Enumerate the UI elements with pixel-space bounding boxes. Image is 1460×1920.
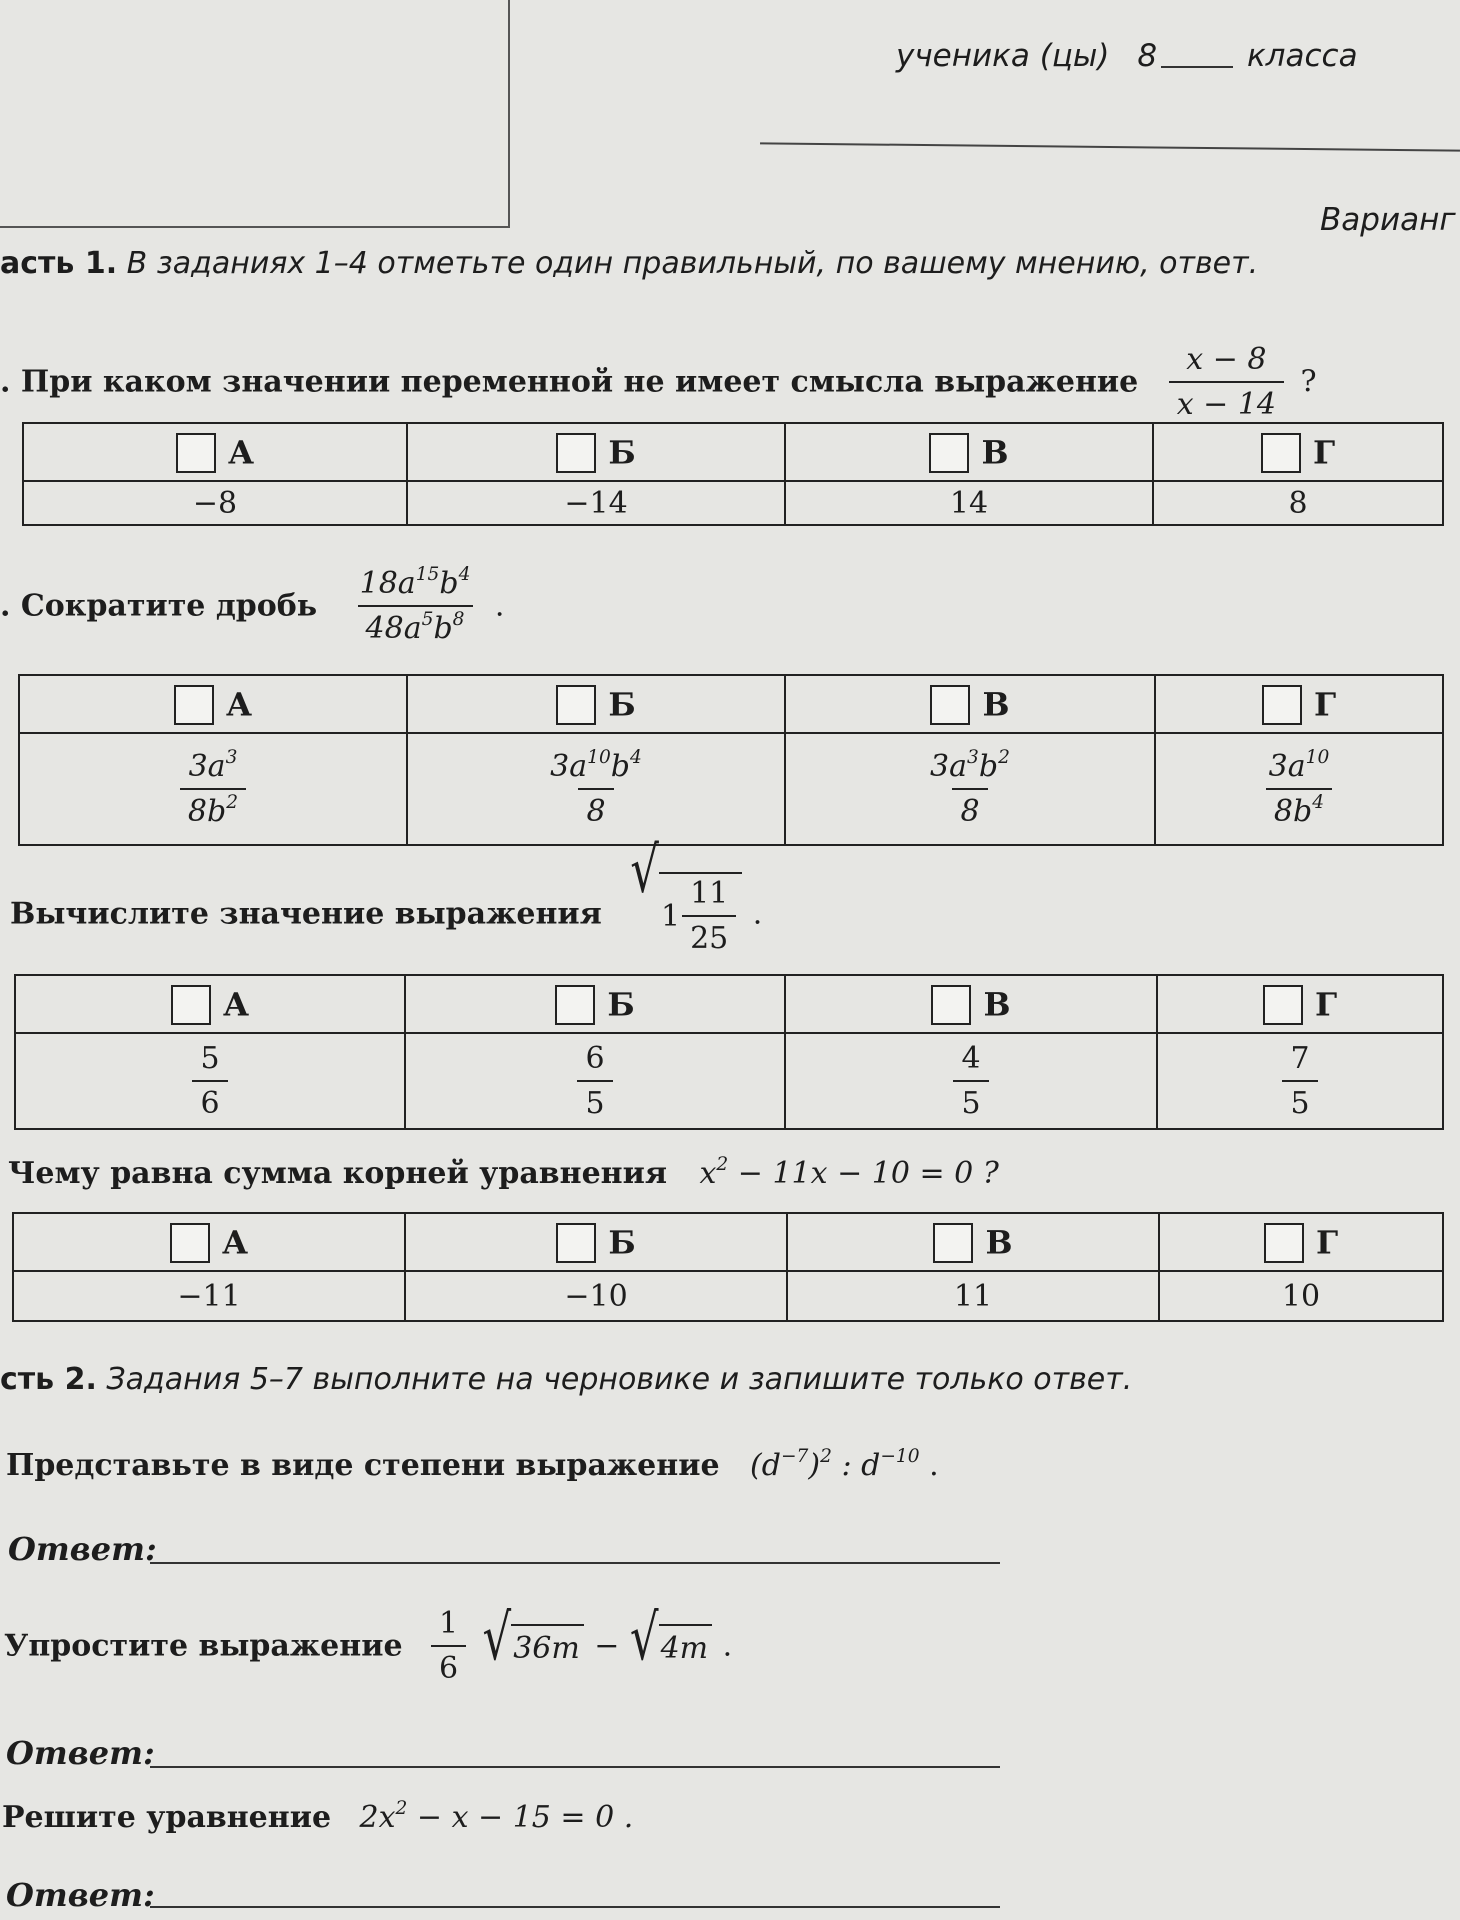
- q3-option-header[interactable]: [405, 975, 785, 1033]
- q6-answer-line[interactable]: [150, 1764, 1000, 1768]
- q1-option-value: 8: [1153, 481, 1443, 525]
- q4-option-value: −11: [13, 1271, 405, 1321]
- option-letter: А: [225, 685, 253, 724]
- q2-numerator: $18a^{15}b^4$: [359, 563, 471, 601]
- question-5: [6, 1445, 939, 1483]
- q3-option-header[interactable]: [15, 975, 405, 1033]
- stamp-box: [0, 0, 510, 228]
- q1-text: . При каком значении переменной не имеет смысла выражение: [0, 364, 1139, 400]
- q5-suffix: .: [929, 1448, 939, 1483]
- checkbox-icon[interactable]: [1264, 1223, 1304, 1263]
- q2-fraction: [352, 563, 479, 646]
- option-letter: В: [985, 1223, 1013, 1262]
- checkbox-icon[interactable]: [1263, 985, 1303, 1025]
- question-7: [2, 1797, 634, 1835]
- checkbox-icon[interactable]: [556, 685, 596, 725]
- q3-option-value: [15, 1033, 405, 1129]
- option-letter: Г: [1313, 685, 1337, 724]
- q1-answer-table: [22, 422, 1444, 526]
- checkbox-icon[interactable]: [933, 1223, 973, 1263]
- q3-option-value: [405, 1033, 785, 1129]
- checkbox-icon[interactable]: [930, 685, 970, 725]
- option-letter: В: [982, 685, 1010, 724]
- question-2: [0, 563, 505, 646]
- q2-option-value: [785, 733, 1155, 845]
- checkbox-icon[interactable]: [171, 985, 211, 1025]
- q3-option-fraction: $\frac{7}{5}$: [1282, 1041, 1317, 1121]
- q2-option-value: [19, 733, 407, 845]
- checkbox-icon[interactable]: [556, 433, 596, 473]
- q3-option-fraction: $\frac{6}{5}$: [577, 1041, 612, 1121]
- q4-option-header[interactable]: [405, 1213, 787, 1271]
- q3-numerator: 11: [690, 876, 729, 911]
- q4-equation: $x^2 - 11x - 10 = 0$ ?: [699, 1153, 999, 1191]
- option-letter: А: [222, 985, 250, 1024]
- q2-option-header[interactable]: [1155, 675, 1443, 733]
- q3-option-header[interactable]: [1157, 975, 1443, 1033]
- q4-option-header[interactable]: [787, 1213, 1159, 1271]
- q2-option-value: [1155, 733, 1443, 845]
- q6-coef-den: 6: [431, 1645, 466, 1686]
- q7-answer-line[interactable]: [150, 1904, 1000, 1908]
- q6-minus: −: [594, 1628, 620, 1664]
- q1-option-value: 14: [785, 481, 1153, 525]
- q4-answer-table: [12, 1212, 1444, 1322]
- student-prefix: ученика (цы): [896, 38, 1110, 74]
- q1-option-header[interactable]: [1153, 423, 1443, 481]
- question-1: [0, 342, 1317, 422]
- q1-option-value: −14: [407, 481, 785, 525]
- variant-label: Варианг: [1320, 202, 1456, 238]
- option-letter: В: [981, 433, 1009, 472]
- question-4: [8, 1153, 999, 1191]
- option-letter: А: [221, 1223, 249, 1262]
- q2-text: . Сократите дробь: [0, 588, 318, 624]
- checkbox-icon[interactable]: [929, 433, 969, 473]
- q4-text: Чему равна сумма корней уравнения: [8, 1156, 668, 1191]
- radical-sign-icon: √: [482, 1599, 512, 1675]
- checkbox-icon[interactable]: [556, 1223, 596, 1263]
- q7-answer-label: Ответ:: [6, 1876, 155, 1914]
- q4-option-value: −10: [405, 1271, 787, 1321]
- question-3: [10, 832, 763, 956]
- part2-instruction: Задания 5–7 выполните на черновике и запишите только ответ.: [106, 1362, 1133, 1397]
- option-letter: Б: [608, 433, 636, 472]
- q3-option-header[interactable]: [785, 975, 1157, 1033]
- q3-text: Вычислите значение выражения: [10, 896, 602, 932]
- q4-option-header[interactable]: [13, 1213, 405, 1271]
- part1-heading: [0, 246, 1258, 281]
- q5-expression: $(d^{-7})^2$ : $d^{-10}$: [750, 1445, 920, 1483]
- q3-suffix: .: [752, 896, 763, 932]
- q6-coef-num: 1: [438, 1606, 459, 1641]
- q1-numerator: x − 8: [1186, 342, 1267, 377]
- q6-answer-label: Ответ:: [6, 1734, 155, 1772]
- grade-number: 8: [1137, 38, 1158, 74]
- option-letter: Г: [1312, 433, 1336, 472]
- checkbox-icon[interactable]: [174, 685, 214, 725]
- q1-option-header[interactable]: [785, 423, 1153, 481]
- option-letter: Г: [1315, 1223, 1339, 1262]
- q5-answer-label: Ответ:: [8, 1530, 157, 1568]
- name-line[interactable]: [760, 142, 1460, 151]
- q6-radical-1: [482, 1599, 584, 1675]
- part2-heading: [0, 1362, 1132, 1397]
- q1-fraction: [1169, 342, 1284, 422]
- q3-option-fraction: $\frac{4}{5}$: [953, 1041, 988, 1121]
- q6-suffix: .: [722, 1628, 733, 1664]
- q6-radical-2: [629, 1599, 712, 1675]
- q2-option-header[interactable]: [407, 675, 785, 733]
- checkbox-icon[interactable]: [170, 1223, 210, 1263]
- q4-option-value: 11: [787, 1271, 1159, 1321]
- q2-option-fraction: $\frac{3a^{10}}{8b^4}$: [1261, 749, 1338, 829]
- q4-option-value: 10: [1159, 1271, 1443, 1321]
- q3-option-fraction: $\frac{5}{6}$: [192, 1041, 227, 1121]
- q3-mixed-fraction: [682, 876, 736, 956]
- student-class-line: [896, 38, 1358, 74]
- q2-option-header[interactable]: [785, 675, 1155, 733]
- q6-radicand-2: 4m: [659, 1624, 713, 1669]
- q1-option-value: −8: [23, 481, 407, 525]
- option-letter: Г: [1314, 985, 1338, 1024]
- q2-suffix: .: [494, 588, 505, 624]
- checkbox-icon[interactable]: [931, 985, 971, 1025]
- radical-sign-icon: √: [630, 832, 659, 907]
- q2-option-fraction: $\frac{3a^3}{8b^2}$: [180, 749, 246, 829]
- q6-text: Упростите выражение: [4, 1628, 403, 1664]
- option-letter: Б: [607, 985, 635, 1024]
- question-6: [4, 1599, 733, 1686]
- q2-option-fraction: $\frac{3a^{10}b^4}{8}$: [550, 746, 642, 829]
- q2-option-header[interactable]: [19, 675, 407, 733]
- q3-whole: 1: [660, 898, 681, 934]
- q7-equation: $2x^2 - x - 15 = 0$ .: [359, 1797, 634, 1835]
- q1-suffix: ?: [1300, 364, 1317, 400]
- q3-sqrt: [630, 832, 742, 956]
- option-letter: В: [983, 985, 1011, 1024]
- q6-coefficient: [431, 1606, 466, 1686]
- q4-option-header[interactable]: [1159, 1213, 1443, 1271]
- q5-text: Представьте в виде степени выражение: [6, 1448, 720, 1483]
- checkbox-icon[interactable]: [176, 433, 216, 473]
- q3-denominator: 25: [682, 915, 736, 956]
- part1-label: асть 1.: [0, 246, 118, 281]
- q3-option-value: [785, 1033, 1157, 1129]
- option-letter: Б: [608, 1223, 636, 1262]
- part2-label: сть 2.: [0, 1362, 97, 1397]
- q6-radicand-1: 36m: [511, 1624, 584, 1669]
- q5-answer-line[interactable]: [150, 1560, 1000, 1564]
- checkbox-icon[interactable]: [1261, 433, 1301, 473]
- radical-sign-icon: √: [629, 1599, 659, 1675]
- checkbox-icon[interactable]: [555, 985, 595, 1025]
- q3-answer-table: [14, 974, 1444, 1130]
- q2-option-fraction: $\frac{3a^3b^2}{8}$: [930, 746, 1010, 829]
- q3-option-value: [1157, 1033, 1443, 1129]
- checkbox-icon[interactable]: [1262, 685, 1302, 725]
- option-letter: Б: [608, 685, 636, 724]
- class-blank[interactable]: [1161, 64, 1233, 68]
- q2-option-value: [407, 733, 785, 845]
- part1-instruction: В заданиях 1–4 отметьте один правильный, по вашему мнению, ответ.: [126, 246, 1259, 281]
- class-suffix: класса: [1246, 38, 1358, 74]
- q1-option-header[interactable]: [407, 423, 785, 481]
- q2-answer-table: [18, 674, 1444, 846]
- q7-text: Решите уравнение: [2, 1800, 332, 1835]
- q1-denominator: x − 14: [1169, 381, 1284, 422]
- q1-option-header[interactable]: [23, 423, 407, 481]
- option-letter: А: [227, 433, 255, 472]
- q2-denominator: $48a^5b^8$: [358, 605, 473, 646]
